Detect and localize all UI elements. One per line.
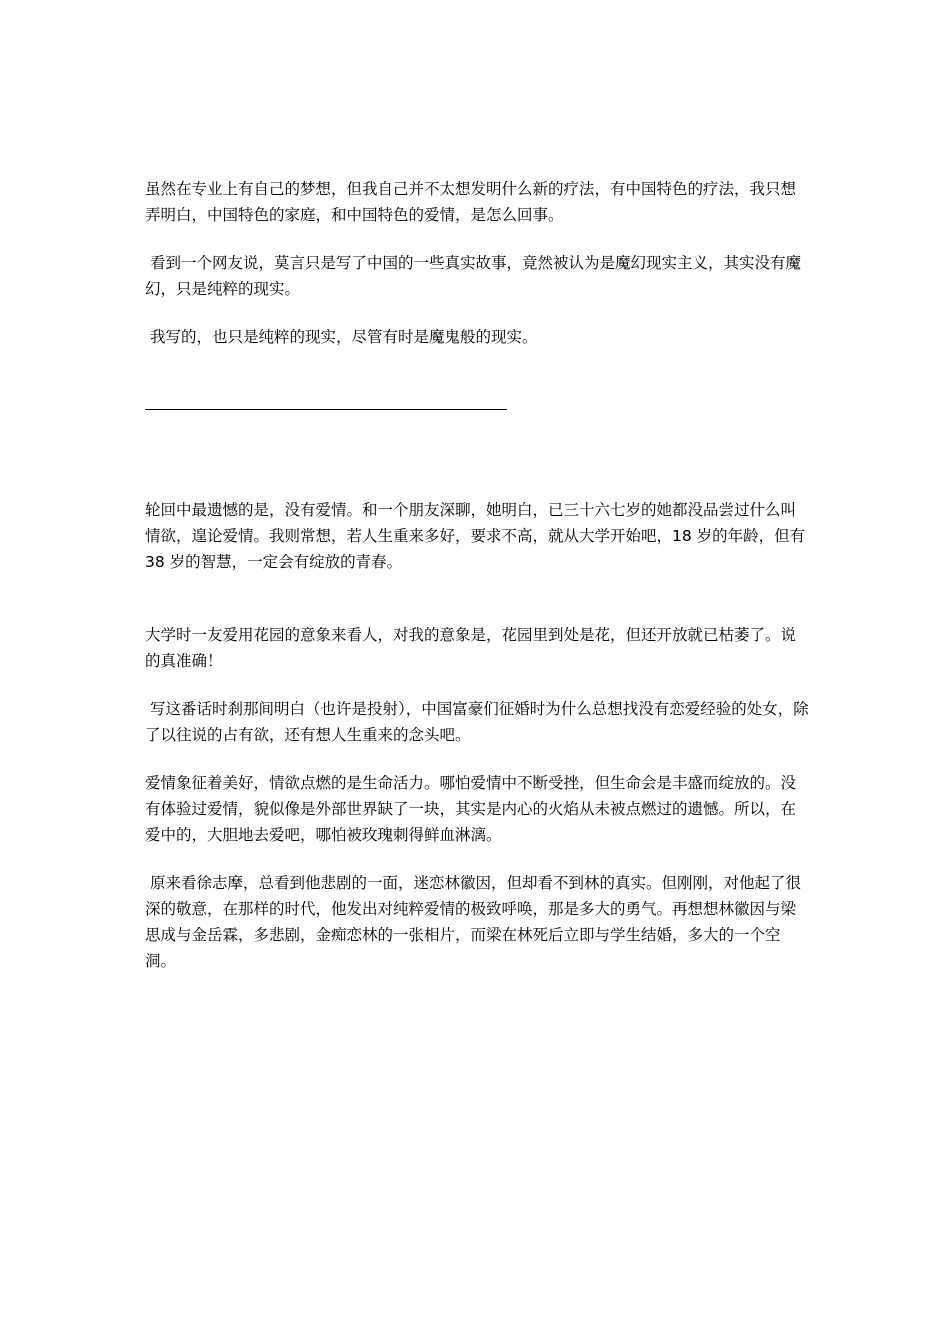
paragraph-4: 轮回中最遗憾的是，没有爱情。和一个朋友深聊，她明白，已三十六七岁的她都没品尝过什么叫情欲，遑论爱情。我则常想，若人生重来多好，要求不高，就从大学开始吧，18 岁的年龄，但有 38 岁的智慧，一定会有绽放的青春。 (145, 501, 811, 571)
paragraph-8: 原来看徐志摩，总看到他悲剧的一面，迷恋林徽因，但却看不到林的真实。但刚刚，对他起了很深的敬意，在那样的时代，他发出对纯粹爱情的极致呼唤，那是多大的勇气。再想想林徽因与梁思成与金岳霖，多悲剧，金痴恋林的一张相片，而梁在林死后立即与学生结婚，多大的一个空洞。 (145, 874, 801, 970)
horizontal-rule (145, 409, 507, 410)
paragraph-1: 虽然在专业上有自己的梦想，但我自己并不太想发明什么新的疗法，有中国特色的疗法，我只想弄明白，中国特色的家庭，和中国特色的爱情，是怎么回事。 (145, 180, 797, 224)
paragraph-2: 看到一个网友说，莫言只是写了中国的一些真实故事，竟然被认为是魔幻现实主义，其实没有魔幻，只是纯粹的现实。 (145, 254, 801, 298)
paragraph-3: 我写的，也只是纯粹的现实，尽管有时是魔鬼般的现实。 (145, 328, 538, 346)
paragraph-7: 爱情象征着美好，情欲点燃的是生命活力。哪怕爱情中不断受挫，但生命会是丰盛而绽放的。没有体验过爱情，貌似像是外部世界缺了一块，其实是内心的火焰从未被点燃过的遗憾。所以，在爱中的，大胆地去爱吧，哪怕被玫瑰刺得鲜血淋漓。 (145, 774, 797, 844)
paragraph-5: 大学时一友爱用花园的意象来看人，对我的意象是，花园里到处是花，但还开放就已枯萎了。说的真准确！ (145, 626, 797, 670)
paragraph-6: 写这番话时刹那间明白（也许是投射），中国富豪们征婚时为什么总想找没有恋爱经验的处女，除了以往说的占有欲，还有想人生重来的念头吧。 (145, 700, 809, 744)
